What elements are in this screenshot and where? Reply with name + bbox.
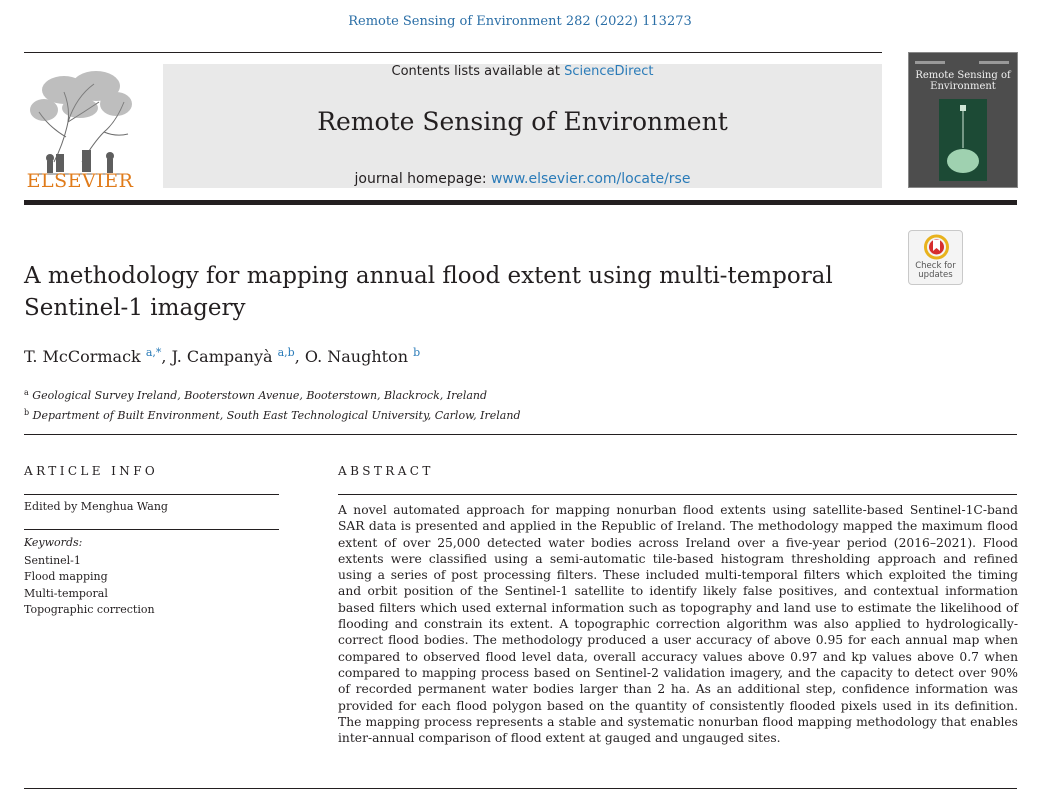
edited-by: Edited by Menghua Wang xyxy=(24,500,168,513)
abstract-text: A novel automated approach for mapping nonurban flood extents using satellite-based Sentinel-1C-band SAR data is presented and applied in the Republic of Ireland. The methodology mapped the maximum flood extent of over 25,000 detected water bodies across Ireland over a five-year period (2016–2021). Flood extents were classified using a semi-automatic tile-based histogram thresholding approach and refined using a series of post processing filters. These included multi-temporal filters which exploited the timing and orbit position of the Sentinel-1 satellite to identify likely false positives, and contextual information based filters which used external information such as topography and land use to estimate the likelihood of flooding and constrain its extent. A topographic correction algorithm was also applied to hydrologically-correct flood bodies. The methodology produced a user accuracy of above 0.95 for each annual map when compared to observed flood level data, overall accuracy values above 0.97 and kp values above 0.7 when compared to mapping process based on Sentinel-2 validation imagery, and the capacity to detect over 90% of recorded permanent water bodies larger than 2 ha. As an additional step, confidence information was provided for each flood polygon based on the quantity of consistently flooded pixels used in its definition. The mapping process represents a stable and systematic nonurban flood mapping methodology that enables inter-annual comparison of flood extent at gauged and ungauged sites. xyxy=(338,503,1018,746)
header-rule xyxy=(24,52,882,53)
affiliations xyxy=(24,384,521,424)
keyword-item: Flood mapping xyxy=(24,570,108,584)
affiliation-item xyxy=(24,404,521,424)
article-info-rule xyxy=(24,494,279,495)
journal-title: Remote Sensing of Environment xyxy=(317,107,728,136)
article-info-rule xyxy=(24,529,279,530)
affiliation-item xyxy=(24,384,521,404)
sciencedirect-link[interactable]: ScienceDirect xyxy=(564,64,654,79)
section-rule xyxy=(24,434,1017,435)
abstract-rule xyxy=(338,494,1017,495)
check-for-updates-label: Check for updates xyxy=(915,261,956,280)
homepage-prefix: journal homepage: xyxy=(354,171,491,187)
article-info-heading: ARTICLE INFO xyxy=(24,464,159,478)
affiliation-key: a xyxy=(24,388,29,397)
author-list xyxy=(24,346,420,366)
author-name[interactable]: O. Naughton xyxy=(304,347,409,366)
keywords-heading: Keywords: xyxy=(24,536,83,549)
elsevier-wordmark: ELSEVIER xyxy=(26,170,134,192)
contents-line xyxy=(163,64,882,79)
author-affiliation-mark[interactable]: a,* xyxy=(145,346,162,359)
author-affiliation-mark[interactable]: a,b xyxy=(277,346,295,359)
affiliation-key: b xyxy=(24,408,30,417)
journal-citation-link[interactable]: Remote Sensing of Environment 282 (2022) 113273 xyxy=(348,14,692,29)
header-thick-rule xyxy=(24,200,1017,205)
author-separator: , xyxy=(294,347,305,366)
keyword-item: Topographic correction xyxy=(24,602,155,616)
author-name[interactable]: J. Campanyà xyxy=(171,347,273,366)
contents-prefix: Contents lists available at xyxy=(391,64,565,79)
keyword-item: Sentinel-1 xyxy=(24,554,81,567)
author-separator: , xyxy=(161,347,172,366)
affiliation-text: Geological Survey Ireland, Booterstown Avenue, Booterstown, Blackrock, Ireland xyxy=(32,389,488,402)
journal-homepage-link[interactable]: www.elsevier.com/locate/rse xyxy=(490,171,691,187)
keyword-item: Multi-temporal xyxy=(24,586,108,600)
keywords-list xyxy=(24,553,155,618)
check-updates-icon xyxy=(909,231,964,263)
author-affiliation-mark[interactable]: b xyxy=(413,346,421,359)
affiliation-text: Department of Built Environment, South East Technological University, Carlow, Ireland xyxy=(32,409,521,422)
abstract-heading: ABSTRACT xyxy=(338,464,434,478)
journal-homepage-line xyxy=(163,171,882,187)
bottom-rule xyxy=(24,788,1017,789)
article-title: A methodology for mapping annual flood extent using multi-temporal Sentinel-1 imagery xyxy=(24,263,833,321)
cover-title-text: Remote Sensing of Environment xyxy=(915,70,1011,92)
author-name[interactable]: T. McCormack xyxy=(24,347,141,366)
